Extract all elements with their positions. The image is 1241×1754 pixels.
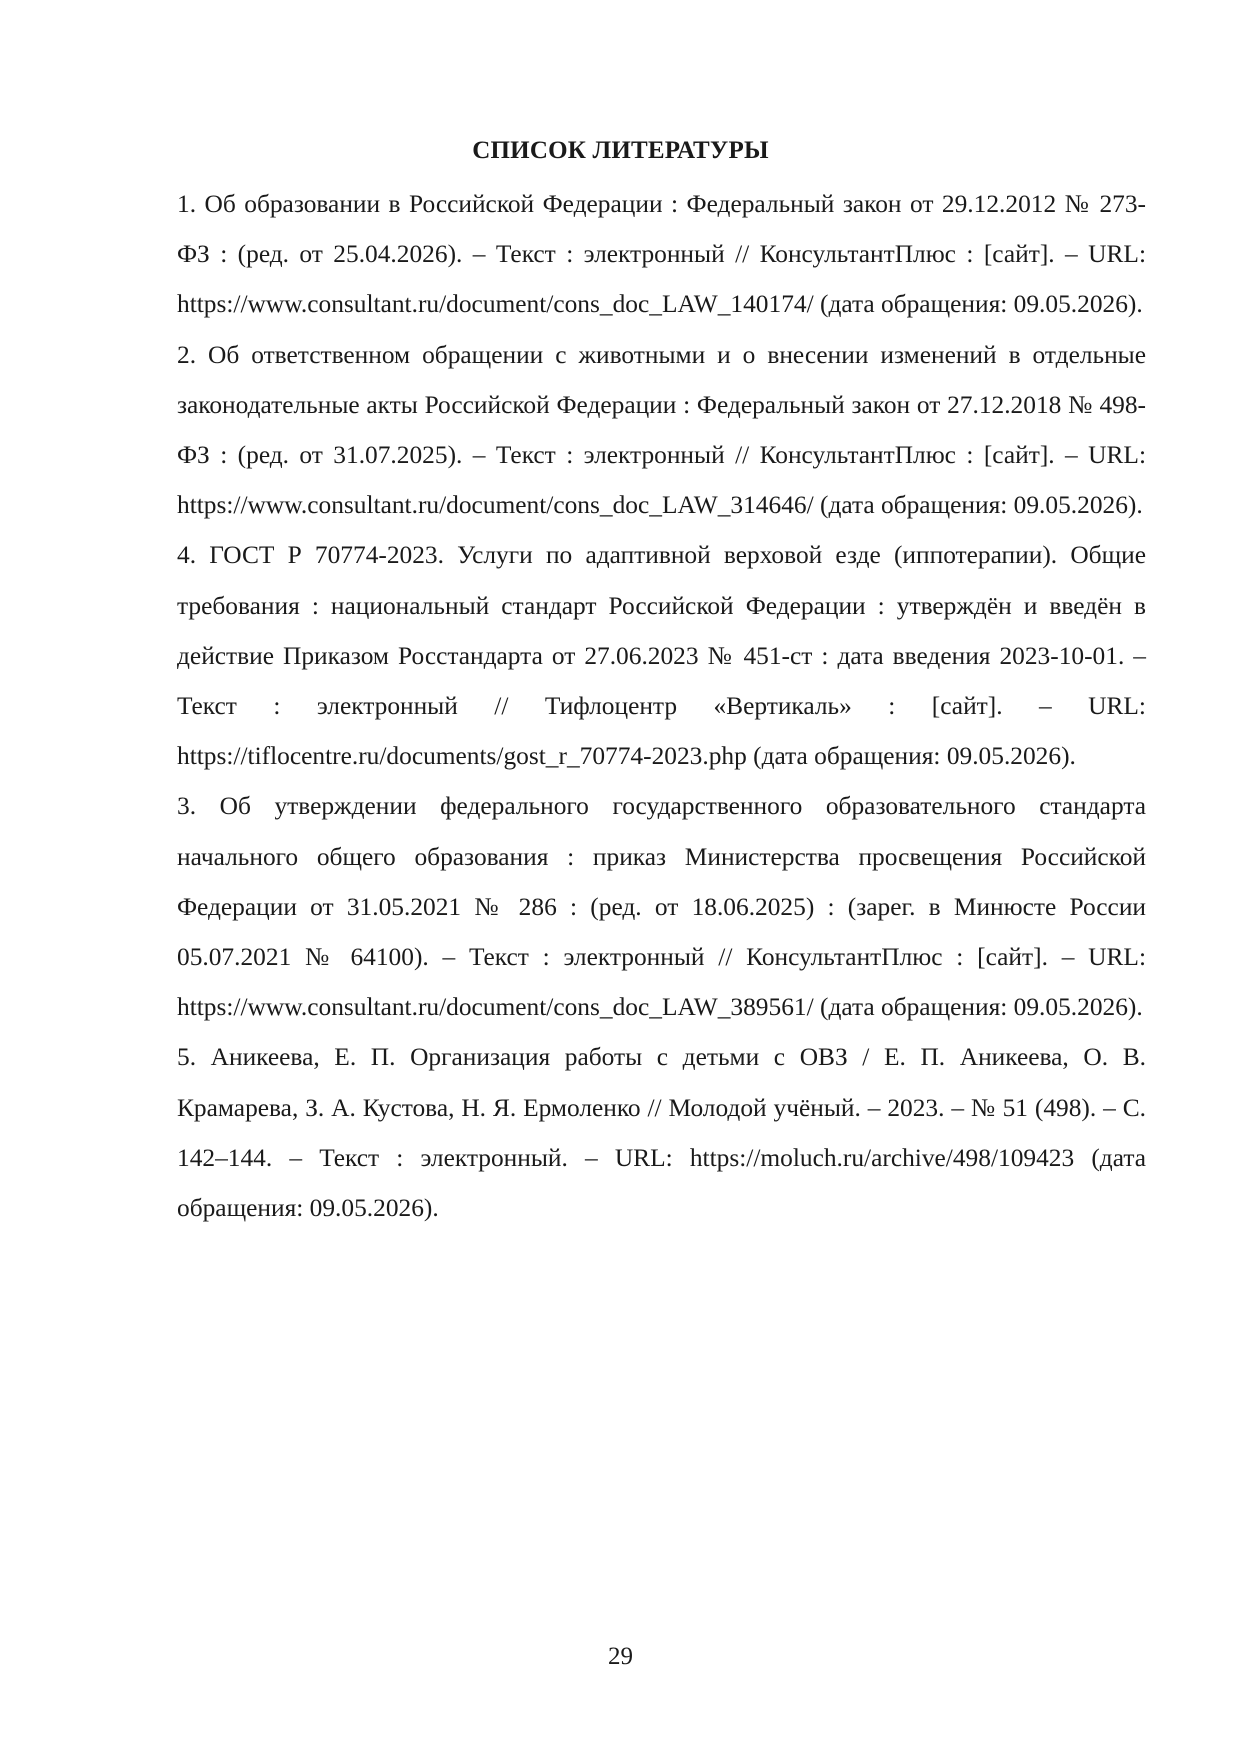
reference-list	[177, 179, 1146, 1233]
reference-entry: 1. Об образовании в Российской Федерации : Федеральный закон от 29.12.2012 № 273-ФЗ : (ред. от 25.04.2026). – Текст : электронный // КонсультантПлюс : [сайт]. – URL: https://www.consultant.ru/document/cons_doc_LAW_140174/ (дата обращения: 09.05.2026).	[177, 190, 1146, 319]
reference-entry: 4. ГОСТ Р 70774-2023. Услуги по адаптивной верховой езде (иппотерапии). Общие требования : национальный стандарт Российской Федерации : утверждён и введён в действие Приказом Росстандарта от 27.06.2023 № 451-ст : дата введения 2023-10-01. – Текст : электронный // Тифлоцентр «Вертикаль» : [сайт]. – URL: https://tiflocentre.ru/documents/gost_r_70774-2023.php (дата обращения: 09.05.2026).	[177, 541, 1146, 771]
reference-entry: 5. Аникеева, Е. П. Организация работы с детьми с ОВЗ / Е. П. Аникеева, О. В. Крамарева, З. А. Кустова, Н. Я. Ермоленко // Молодой учёный. – 2023. – № 51 (498). – С. 142–144. – Текст : электронный. – URL: https://moluch.ru/archive/498/109423 (дата обращения: 09.05.2026).	[177, 1043, 1146, 1223]
reference-entry: 2. Об ответственном обращении с животными и о внесении изменений в отдельные законодательные акты Российской Федерации : Федеральный закон от 27.12.2018 № 498-ФЗ : (ред. от 31.07.2025). – Текст : электронный // КонсультантПлюс : [сайт]. – URL: https://www.consultant.ru/document/cons_doc_LAW_314646/ (дата обращения: 09.05.2026).	[177, 340, 1146, 520]
page-title: СПИСОК ЛИТЕРАТУРЫ	[472, 137, 769, 164]
reference-entry: 3. Об утверждении федерального государственного образовательного стандарта начального общего образования : приказ Министерства просвещения Российской Федерации от 31.05.2021 № 286 : (ред. от 18.06.2025) : (зарег. в Минюсте России 05.07.2021 № 64100). – Текст : электронный // КонсультантПлюс : [сайт]. – URL: https://www.consultant.ru/document/cons_doc_LAW_389561/ (дата обращения: 09.05.2026).	[177, 792, 1146, 1022]
page-number: 29	[608, 1643, 633, 1670]
